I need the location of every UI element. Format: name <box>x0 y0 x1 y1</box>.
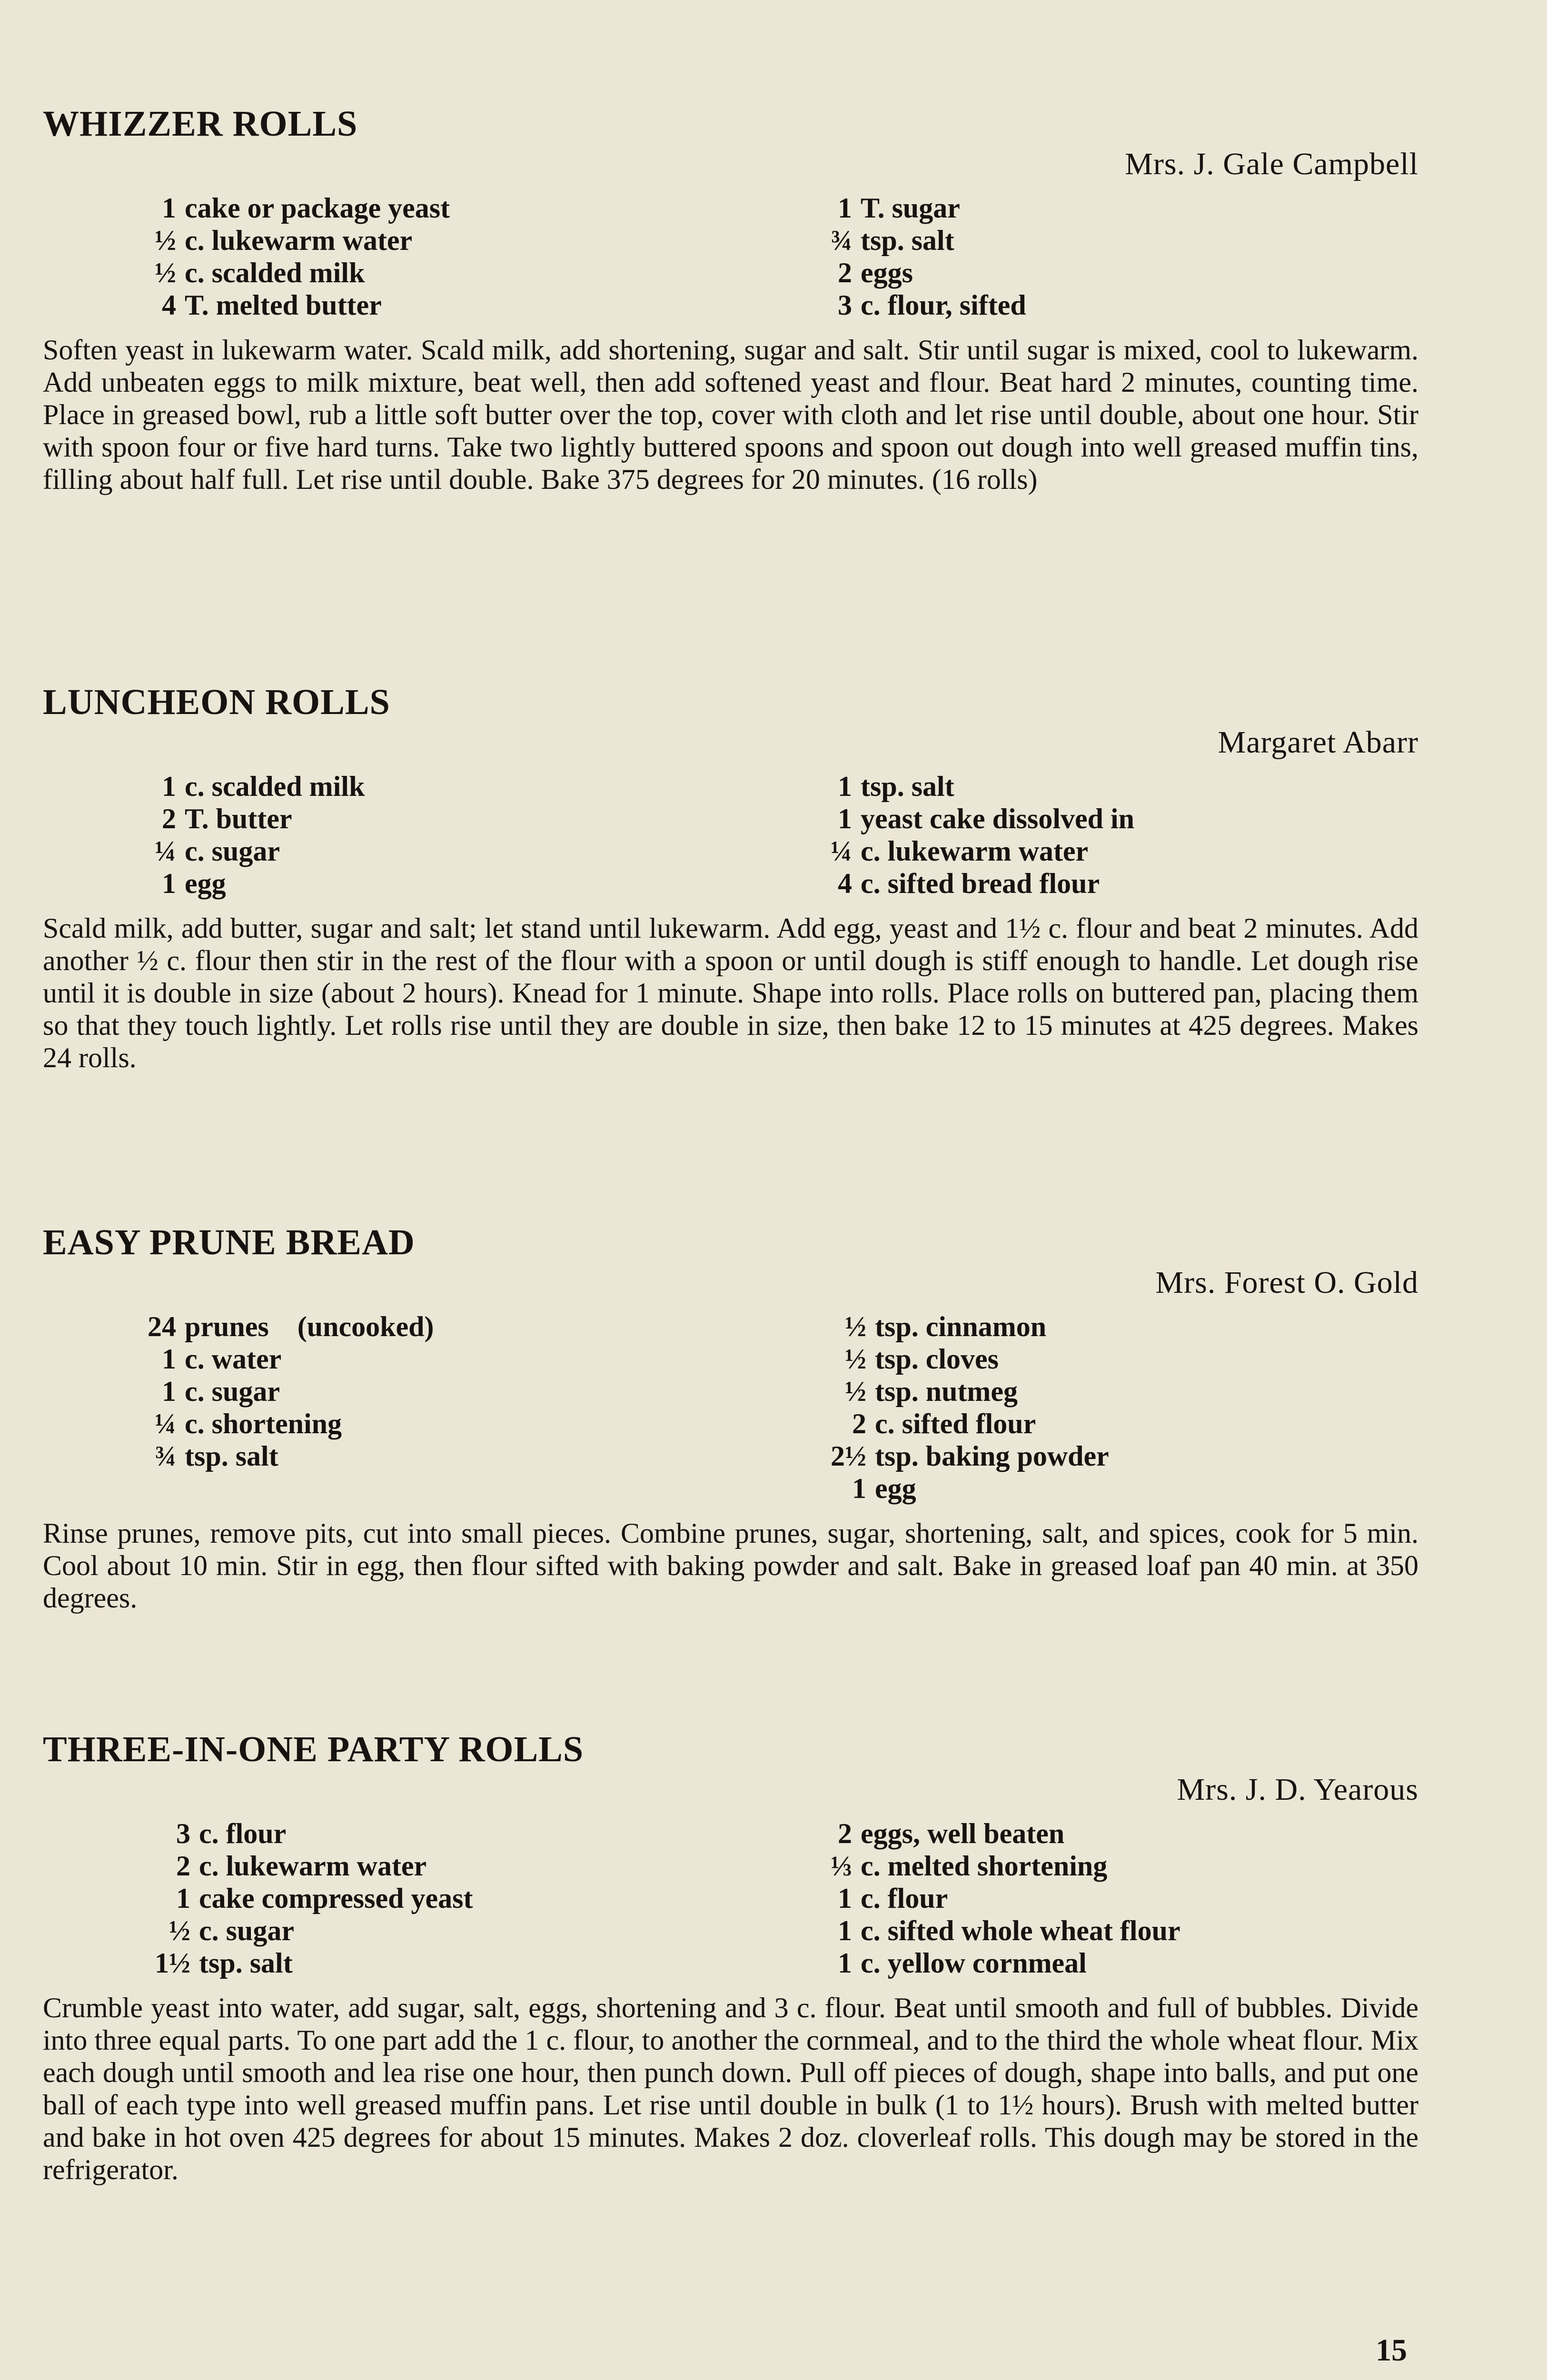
recipe-title: EASY PRUNE BREAD <box>43 1222 415 1262</box>
ingredient <box>129 1375 804 1408</box>
ingredient-qty: 1 <box>838 1883 852 1914</box>
ingredient <box>804 1914 1418 1947</box>
ingredient <box>129 1817 804 1850</box>
ingredient <box>804 1343 1418 1375</box>
ingredient-qty: ¼ <box>155 835 176 867</box>
ingredient-column-left <box>43 770 804 900</box>
recipe-easy-prune-bread <box>43 1221 1418 1643</box>
ingredient-item: c. scalded milk <box>185 771 365 802</box>
ingredient <box>804 257 1418 289</box>
ingredient <box>804 1440 1418 1472</box>
ingredient-qty: 4 <box>162 289 176 321</box>
ingredient-item: T. butter <box>185 803 292 834</box>
ingredient-item: c. lukewarm water <box>861 835 1089 867</box>
ingredient-column-right <box>804 1310 1418 1505</box>
ingredient-qty: 2 <box>838 1818 852 1849</box>
ingredient-qty: 2 <box>852 1408 866 1439</box>
ingredient-item: cake or package yeast <box>185 192 450 224</box>
ingredient-item: c. lukewarm water <box>185 225 413 256</box>
ingredient-item: c. flour <box>861 1883 948 1914</box>
ingredient <box>129 867 804 900</box>
ingredient-qty: 3 <box>176 1818 190 1849</box>
ingredient-qty: 1 <box>162 192 176 224</box>
ingredient-item: c. lukewarm water <box>199 1850 427 1882</box>
ingredient-qty: ½ <box>845 1376 866 1407</box>
ingredient-item: c. flour <box>199 1818 287 1849</box>
ingredient-item: tsp. cinnamon <box>875 1311 1047 1342</box>
ingredient-item: cake compressed yeast <box>199 1883 473 1914</box>
ingredient-item: T. melted butter <box>185 289 382 321</box>
ingredient-qty: 1 <box>162 771 176 802</box>
ingredient-item: c. sifted whole wheat flour <box>861 1915 1180 1946</box>
ingredient <box>129 835 804 867</box>
ingredient-qty: ¼ <box>155 1408 176 1439</box>
ingredient <box>804 192 1418 224</box>
ingredient-column-left <box>43 1310 804 1505</box>
ingredient-qty: 24 <box>148 1311 176 1342</box>
recipe-author: Mrs. J. Gale Campbell <box>1125 147 1418 181</box>
ingredient <box>804 770 1418 803</box>
ingredient-column-left <box>43 192 804 321</box>
ingredient-qty: 1 <box>162 1343 176 1375</box>
recipe-directions: Soften yeast in lukewarm water. Scald milk, add shortening, sugar and salt. Stir until sugar is mixed, cool to lukewarm. Add unbeaten eggs to milk mixture, beat well, then add softened yeast and flour. Beat hard 2 minutes, counting time. Place in greased bowl, rub a little soft butter over the top, cover with cloth and let rise until double, about one hour. Stir with spoon four or five hard turns. Take two lightly buttered spoons and spoon out dough into well greased muffin tins, filling about half full. Let rise until double. Bake 375 degrees for 20 minutes. (16 rolls) <box>43 334 1418 495</box>
ingredient-qty: 1 <box>838 1947 852 1979</box>
ingredient <box>804 224 1418 257</box>
ingredient-qty: 1 <box>852 1473 866 1504</box>
ingredient-column-right <box>804 192 1418 321</box>
recipe-directions: Crumble yeast into water, add sugar, salt, eggs, shortening and 3 c. flour. Beat until smooth and full of bubbles. Divide into three equal parts. To one part add the 1 c. flour, to another the cornmeal, and to the third the whole wheat flour. Mix each dough until smooth and lea rise one hour, then punch down. Pull off pieces of dough, shape into balls, and put one ball of each type into well greased muffin pans. Let rise until double in bulk (1 to 1½ hours). Brush with melted butter and bake in hot oven 425 degrees for about 15 minutes. Makes 2 doz. cloverleaf rolls. This dough may be stored in the refrigerator. <box>43 1992 1418 2185</box>
ingredient <box>129 1914 804 1947</box>
ingredient <box>804 1882 1418 1914</box>
ingredient-qty: ¼ <box>831 835 852 867</box>
ingredient <box>804 1947 1418 1979</box>
ingredient-qty: 2 <box>838 257 852 288</box>
ingredient <box>804 803 1418 835</box>
ingredient <box>804 289 1418 321</box>
ingredient-qty: ½ <box>845 1311 866 1342</box>
ingredient-qty: ½ <box>169 1915 190 1946</box>
ingredient-list <box>43 770 1418 900</box>
ingredient-item: eggs, well beaten <box>861 1818 1065 1849</box>
ingredient-item: c. shortening <box>185 1408 342 1439</box>
ingredient <box>129 1408 804 1440</box>
ingredient <box>804 867 1418 900</box>
ingredient <box>804 835 1418 867</box>
ingredient <box>129 257 804 289</box>
ingredient <box>129 1947 804 1979</box>
ingredient-item: tsp. nutmeg <box>875 1376 1018 1407</box>
ingredient-item: tsp. cloves <box>875 1343 999 1375</box>
recipe-title: LUNCHEON ROLLS <box>43 682 390 722</box>
ingredient-item: T. sugar <box>861 192 960 224</box>
ingredient-qty: 1 <box>176 1883 190 1914</box>
ingredient <box>129 1882 804 1914</box>
ingredient-column-right <box>804 770 1418 900</box>
ingredient-item: c. melted shortening <box>861 1850 1108 1882</box>
recipe-author: Mrs. J. D. Yearous <box>1177 1772 1418 1807</box>
ingredient-item: c. water <box>185 1343 282 1375</box>
ingredient <box>804 1310 1418 1343</box>
ingredient-item: c. sugar <box>185 835 280 867</box>
ingredient <box>129 289 804 321</box>
ingredient <box>129 1850 804 1882</box>
ingredient-qty: ½ <box>155 225 176 256</box>
ingredient-item: eggs <box>861 257 913 288</box>
ingredient <box>804 1472 1418 1505</box>
ingredient-item: c. sifted bread flour <box>861 868 1100 899</box>
recipe-directions: Rinse prunes, remove pits, cut into small pieces. Combine prunes, sugar, shortening, salt, and spices, cook for 5 min. Cool about 10 min. Stir in egg, then flour sifted with baking powder and salt. Bake in greased loaf pan 40 min. at 350 degrees. <box>43 1517 1418 1614</box>
recipe-author: Mrs. Forest O. Gold <box>1155 1265 1418 1300</box>
ingredient-qty: ½ <box>845 1343 866 1375</box>
ingredient-qty: 3 <box>838 289 852 321</box>
ingredient-qty: 2½ <box>831 1440 866 1472</box>
ingredient-item: c. sugar <box>199 1915 294 1946</box>
ingredient-list <box>43 1310 1418 1505</box>
recipe-three-in-one-party-rolls <box>43 1728 1418 2214</box>
ingredient-column-left <box>43 1817 804 1979</box>
ingredient <box>129 1440 804 1472</box>
ingredient-item: prunes (uncooked) <box>185 1311 434 1342</box>
ingredient-item: tsp. baking powder <box>875 1440 1109 1472</box>
ingredient-item: c. scalded milk <box>185 257 365 288</box>
recipe-title: THREE-IN-ONE PARTY ROLLS <box>43 1729 584 1769</box>
ingredient <box>129 770 804 803</box>
ingredient <box>129 224 804 257</box>
ingredient-item: c. flour, sifted <box>861 289 1026 321</box>
ingredient-item: tsp. salt <box>861 771 954 802</box>
ingredient <box>804 1375 1418 1408</box>
ingredient-list <box>43 1817 1418 1979</box>
ingredient-qty: ⅓ <box>831 1850 852 1882</box>
recipe-title: WHIZZER ROLLS <box>43 104 358 144</box>
ingredient <box>804 1850 1418 1882</box>
ingredient-qty: ¾ <box>155 1440 176 1472</box>
ingredient-qty: 1 <box>162 868 176 899</box>
recipe-luncheon-rolls <box>43 681 1418 1102</box>
ingredient-item: c. yellow cornmeal <box>861 1947 1087 1979</box>
recipe-whizzer-rolls <box>43 102 1418 524</box>
ingredient-qty: 2 <box>176 1850 190 1882</box>
ingredient-item: tsp. salt <box>199 1947 293 1979</box>
ingredient-qty: 1 <box>838 192 852 224</box>
ingredient-item: tsp. salt <box>861 225 954 256</box>
ingredient-qty: 1 <box>838 1915 852 1946</box>
ingredient-list <box>43 192 1418 321</box>
ingredient-qty: 1½ <box>155 1947 190 1979</box>
ingredient-qty: 1 <box>838 771 852 802</box>
ingredient-column-right <box>804 1817 1418 1979</box>
ingredient <box>129 192 804 224</box>
ingredient <box>129 803 804 835</box>
ingredient <box>129 1310 804 1343</box>
ingredient-qty: ½ <box>155 257 176 288</box>
ingredient-qty: ¾ <box>831 225 852 256</box>
ingredient-item: tsp. salt <box>185 1440 278 1472</box>
ingredient-qty: 4 <box>838 868 852 899</box>
ingredient <box>804 1408 1418 1440</box>
ingredient <box>129 1343 804 1375</box>
recipe-directions: Scald milk, add butter, sugar and salt; let stand until lukewarm. Add egg, yeast and 1½ c. flour and beat 2 minutes. Add another ½ c. flour then stir in the rest of the flour with a spoon or until dough is stiff enough to handle. Let dough rise until it is double in size (about 2 hours). Knead for 1 minute. Shape into rolls. Place rolls on buttered pan, placing them so that they touch lightly. Let rolls rise until they are double in size, then bake 12 to 15 minutes at 425 degrees. Makes 24 rolls. <box>43 912 1418 1073</box>
ingredient-item: c. sugar <box>185 1376 280 1407</box>
ingredient-item: egg <box>185 868 226 899</box>
ingredient-item: yeast cake dissolved in <box>861 803 1135 834</box>
ingredient-qty: 2 <box>162 803 176 834</box>
recipe-author: Margaret Abarr <box>1218 725 1418 760</box>
ingredient-item: c. sifted flour <box>875 1408 1036 1439</box>
ingredient-item: egg <box>875 1473 916 1504</box>
ingredient-qty: 1 <box>838 803 852 834</box>
page-number: 15 <box>1376 2333 1407 2368</box>
ingredient <box>804 1817 1418 1850</box>
ingredient-qty: 1 <box>162 1376 176 1407</box>
